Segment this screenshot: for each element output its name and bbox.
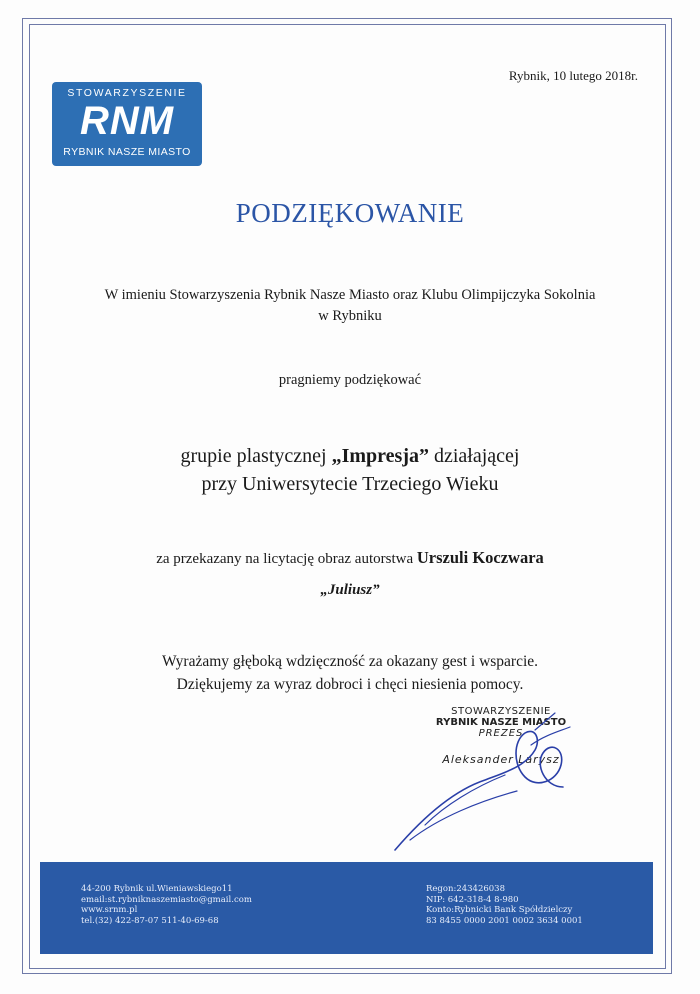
recipient-line-2: przy Uniwersytecie Trzeciego Wieku [201,473,499,495]
recipient-block [40,442,660,498]
footer-contact-left [81,884,252,926]
intro-paragraph [40,285,660,327]
recipient-line-1 [40,442,660,470]
footer-contact-bar [40,862,653,954]
recipient-group-name: „Impresja” [331,445,429,467]
stamp-line-2: RYBNIK NASZE MIASTO [435,717,567,728]
author-name: Urszuli Koczwara [416,548,544,567]
document-title: PODZIĘKOWANIE [235,198,465,228]
closing-line-2: Dziękujemy za wyraz dobroci i chęci niesienia pomocy. [176,676,524,693]
footer-nip: NIP: 642-318-4 8-980 [426,894,519,905]
reason-text: za przekazany na licytację obraz autorstwa [156,551,417,567]
logo-bottom-text: RYBNIK NASZE MIASTO [63,146,191,158]
thanks-phrase: pragniemy podziękować [278,372,422,388]
stamp-line-1: STOWARZYSZENIE [451,706,551,717]
painting-title: „Juliusz” [320,582,380,598]
stamp-line-3: PREZES [478,728,524,739]
footer-address: 44-200 Rybnik ul.Wieniawskiego11 [81,884,233,894]
recipient-prefix: grupie plastycznej [180,445,332,467]
stamp-name: Aleksander Larysz [442,753,560,766]
logo-mark: RNM [79,99,175,143]
closing-paragraph [40,650,660,696]
reason-line [40,547,660,570]
letter-date: Rybnik, 10 lutego 2018r. [508,68,638,83]
intro-line-2: w Rybniku [318,308,382,324]
footer-email: email:st.rybniknaszemiasto@gmail.com [81,894,252,905]
footer-bank: Konto:Rybnicki Bank Spółdzielczy [426,905,573,915]
footer-regon: Regon:243426038 [426,884,505,894]
handwritten-signature [385,705,585,865]
association-logo [52,82,202,166]
recipient-suffix: działającej [428,445,520,467]
footer-phone: tel.(32) 422-87-07 511-40-69-68 [81,915,219,926]
painting-title-line [40,580,660,601]
logo-top-text: STOWARZYSZENIE [67,87,187,99]
footer-account: 83 8455 0000 2001 0002 3634 0001 [426,915,583,926]
footer-website: www.srnm.pl [81,905,138,915]
closing-line-1: Wyrażamy głęboką wdzięczność za okazany gest i wsparcie. [161,653,539,670]
footer-contact-right [426,884,583,926]
intro-line-1: W imieniu Stowarzyszenia Rybnik Nasze Miasto oraz Klubu Olimpijczyka Sokolnia [104,287,596,303]
